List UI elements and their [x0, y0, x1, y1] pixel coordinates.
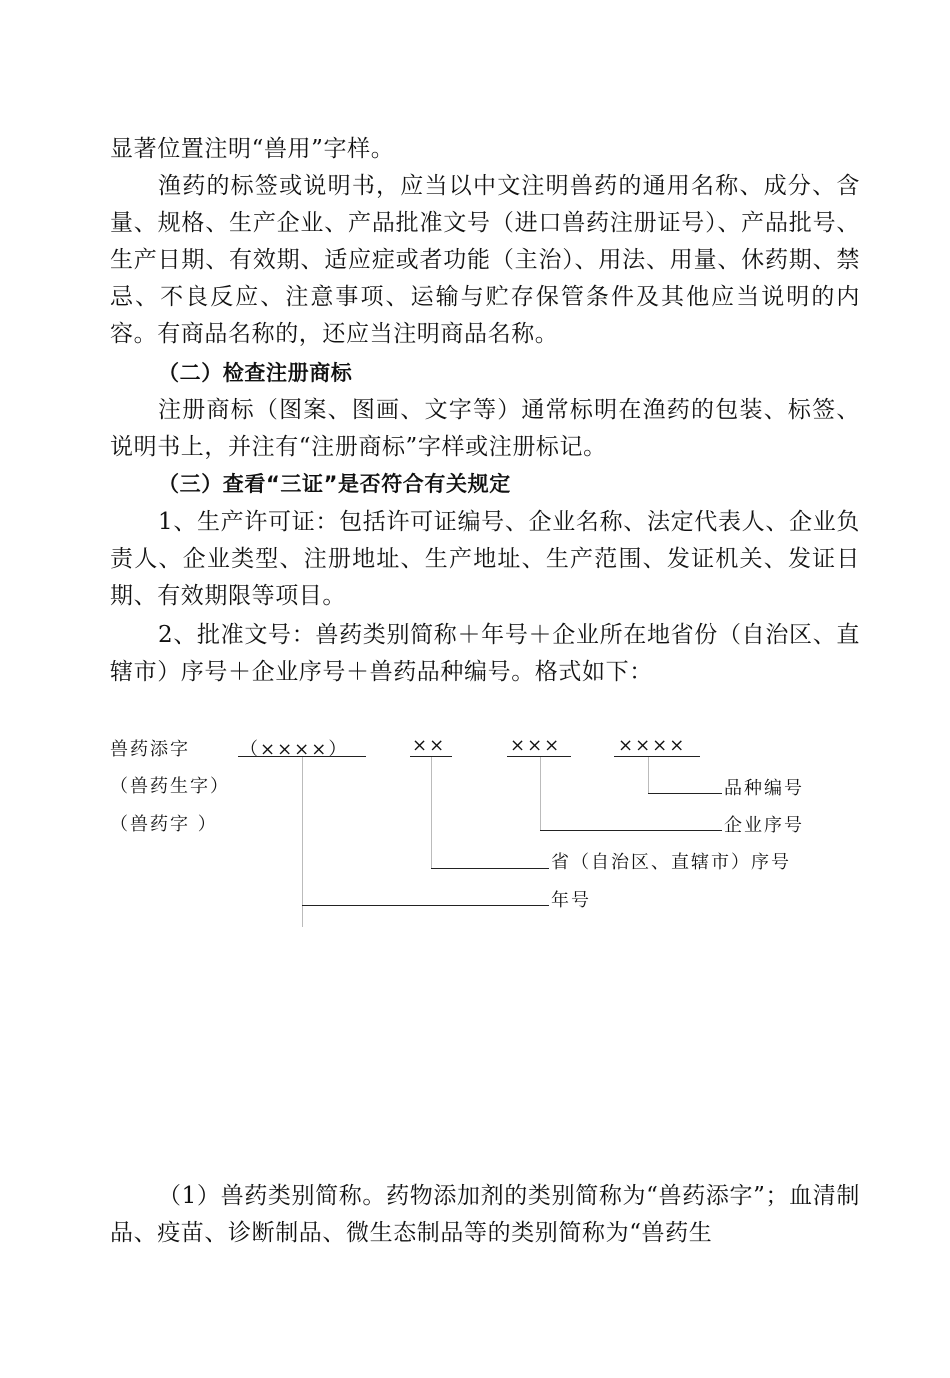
paragraph-category-abbreviation: （1）兽药类别简称。药物添加剂的类别简称为“兽药添字”；血清制品、疫苗、诊断制品、微生态制品等的类别简称为“兽药生	[110, 1183, 860, 1246]
company-leader	[540, 830, 722, 831]
year-connector	[302, 757, 303, 927]
segment-variety-underline	[614, 756, 700, 757]
segment-company: ×××	[510, 735, 562, 756]
company-connector	[540, 757, 541, 831]
year-leader	[302, 905, 549, 906]
heading-three-certificates: （三）查看“三证”是否符合有关规定	[158, 472, 511, 496]
variety-leader	[648, 793, 722, 794]
paragraph-production-license: 1、生产许可证：包括许可证编号、企业名称、法定代表人、企业负责人、企业类型、注册地址、生产地址、生产范围、发证机关、发证日期、有效期限等项目。	[110, 509, 860, 609]
label-company-number: 企业序号	[724, 815, 804, 836]
variety-connector	[648, 757, 649, 794]
province-connector	[431, 757, 432, 869]
segment-year: （××××）	[240, 739, 349, 760]
paragraph-label-requirements: 渔药的标签或说明书，应当以中文注明兽药的通用名称、成分、含量、规格、生产企业、产品批准文号（进口兽药注册证号）、产品批号、生产日期、有效期、适应症或者功能（主治）、用法、用量、休药期、禁忌、不良反应、注意事项、运输与贮存保管条件及其他应当说明的内容。有商品名称的，还应当注明商品名称。	[110, 173, 860, 347]
province-leader	[431, 868, 549, 869]
heading-check-trademark: （二）检查注册商标	[158, 361, 353, 385]
segment-province: ××	[412, 735, 447, 756]
label-year: 年号	[551, 890, 591, 911]
approval-number-format-diagram	[0, 720, 950, 950]
prefix-additive: 兽药添字	[110, 739, 190, 760]
segment-company-underline	[507, 756, 571, 757]
segment-variety: ××××	[618, 735, 687, 756]
paragraph-approval-number: 2、批准文号：兽药类别简称＋年号＋企业所在地省份（自治区、直辖市）序号＋企业序号＋兽药品种编号。格式如下：	[110, 622, 860, 685]
prefix-general: （兽药字 ）	[110, 814, 218, 835]
paragraph-trademark: 注册商标（图案、图画、文字等）通常标明在渔药的包装、标签、说明书上，并注有“注册商标”字样或注册标记。	[110, 397, 860, 460]
paragraph-label-suffix: 显著位置注明“兽用”字样。	[110, 136, 395, 162]
label-variety-number: 品种编号	[724, 778, 804, 799]
label-province-number: 省（自治区、直辖市）序号	[551, 852, 791, 873]
prefix-biological: （兽药生字）	[110, 776, 230, 797]
